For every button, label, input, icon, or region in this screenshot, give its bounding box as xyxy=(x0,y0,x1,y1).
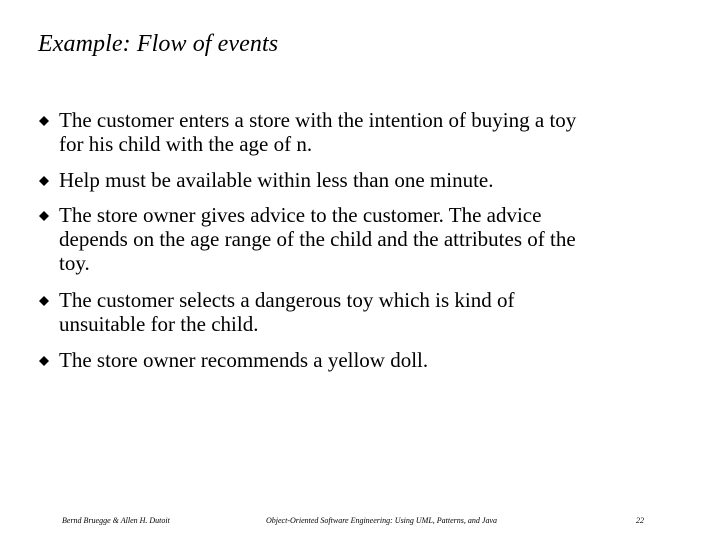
diamond-bullet-icon xyxy=(39,176,49,186)
bullet-text xyxy=(59,203,684,275)
bullet-line: The customer selects a dangerous toy which is kind of xyxy=(59,288,515,312)
bullet-line: depends on the age range of the child and the attributes of the xyxy=(59,227,576,251)
diamond-bullet-icon xyxy=(39,356,49,366)
bullet-line: The store owner recommends a yellow doll. xyxy=(59,348,429,372)
bullet-line: unsuitable for the child. xyxy=(59,312,259,336)
bullet-text xyxy=(59,348,684,372)
bullet-line: for his child with the age of n. xyxy=(59,132,313,156)
diamond-bullet-icon xyxy=(39,296,49,306)
diamond-bullet-icon xyxy=(39,116,49,126)
bullet-line: The customer enters a store with the intention of buying a toy xyxy=(59,108,577,132)
bullet-text xyxy=(59,168,684,192)
slide-title: Example: Flow of events xyxy=(38,31,279,57)
bullet-text xyxy=(59,108,684,156)
footer-book-title: Object-Oriented Software Engineering: Using UML, Patterns, and Java xyxy=(266,516,497,525)
bullet-line: toy. xyxy=(59,251,90,275)
footer-authors: Bernd Bruegge & Allen H. Dutoit xyxy=(62,516,170,525)
bullet-line: The store owner gives advice to the customer. The advice xyxy=(59,203,542,227)
bullet-line: Help must be available within less than one minute. xyxy=(59,168,494,192)
page-number: 22 xyxy=(636,516,644,525)
bullet-text xyxy=(59,288,684,336)
diamond-bullet-icon xyxy=(39,211,49,221)
